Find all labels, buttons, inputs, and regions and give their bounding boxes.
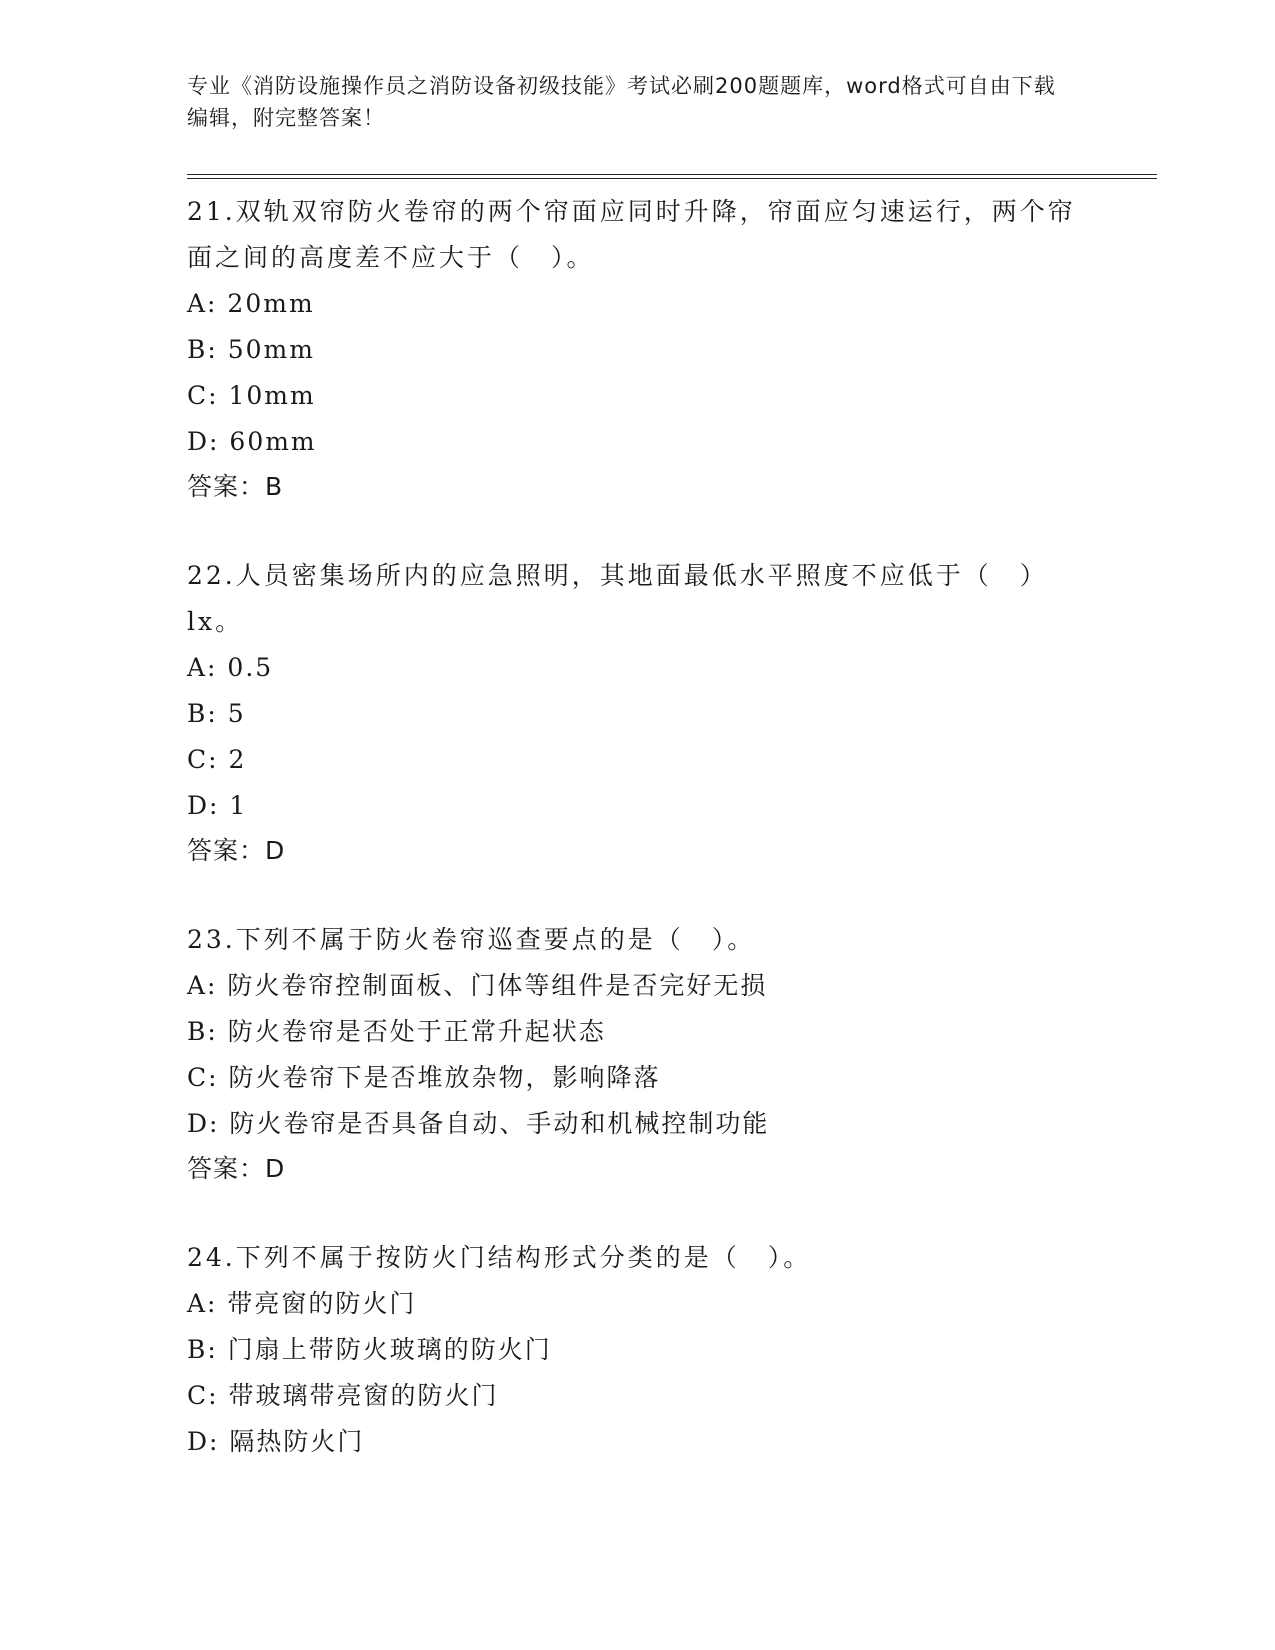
document-header: 专业《消防设施操作员之消防设备初级技能》考试必刷200题题库，word格式可自由下载编辑，附完整答案！	[187, 74, 1056, 130]
option-b: B: 50mm	[187, 335, 315, 364]
option-a: A: 带亮窗的防火门	[187, 1289, 417, 1318]
question-text: 21.双轨双帘防火卷帘的两个帘面应同时升降，帘面应匀速运行，两个帘面之间的高度差不应大于（ ）。	[187, 197, 1076, 272]
option-c: C: 10mm	[187, 381, 316, 410]
question-text: 22.人员密集场所内的应急照明，其地面最低水平照度不应低于（ ）lx。	[187, 561, 1048, 636]
option-d: D: 60mm	[187, 427, 317, 456]
document-page	[187, 70, 1157, 1465]
question-text: 24.下列不属于按防火门结构形式分类的是（ ）。	[187, 1243, 812, 1272]
option-c: C: 2	[187, 745, 247, 774]
option-d: D: 防火卷帘是否具备自动、手动和机械控制功能	[187, 1109, 770, 1138]
question-22	[187, 553, 1157, 873]
question-21	[187, 189, 1157, 509]
option-d: D: 1	[187, 791, 248, 820]
option-a: A: 20mm	[187, 289, 315, 318]
option-a: A: 0.5	[187, 653, 274, 682]
question-text: 23.下列不属于防火卷帘巡查要点的是（ ）。	[187, 925, 756, 954]
answer-label: 答案：D	[187, 836, 286, 865]
option-c: C: 带玻璃带亮窗的防火门	[187, 1381, 499, 1410]
option-b: B: 5	[187, 699, 246, 728]
option-d: D: 隔热防火门	[187, 1427, 365, 1456]
question-24	[187, 1235, 1157, 1465]
header-divider	[187, 174, 1157, 179]
option-c: C: 防火卷帘下是否堆放杂物，影响降落	[187, 1063, 661, 1092]
option-a: A: 防火卷帘控制面板、门体等组件是否完好无损	[187, 971, 768, 1000]
answer-label: 答案：B	[187, 472, 284, 501]
answer-label: 答案：D	[187, 1154, 286, 1183]
question-23	[187, 917, 1157, 1191]
option-b: B: 防火卷帘是否处于正常升起状态	[187, 1017, 606, 1046]
option-b: B: 门扇上带防火玻璃的防火门	[187, 1335, 552, 1364]
